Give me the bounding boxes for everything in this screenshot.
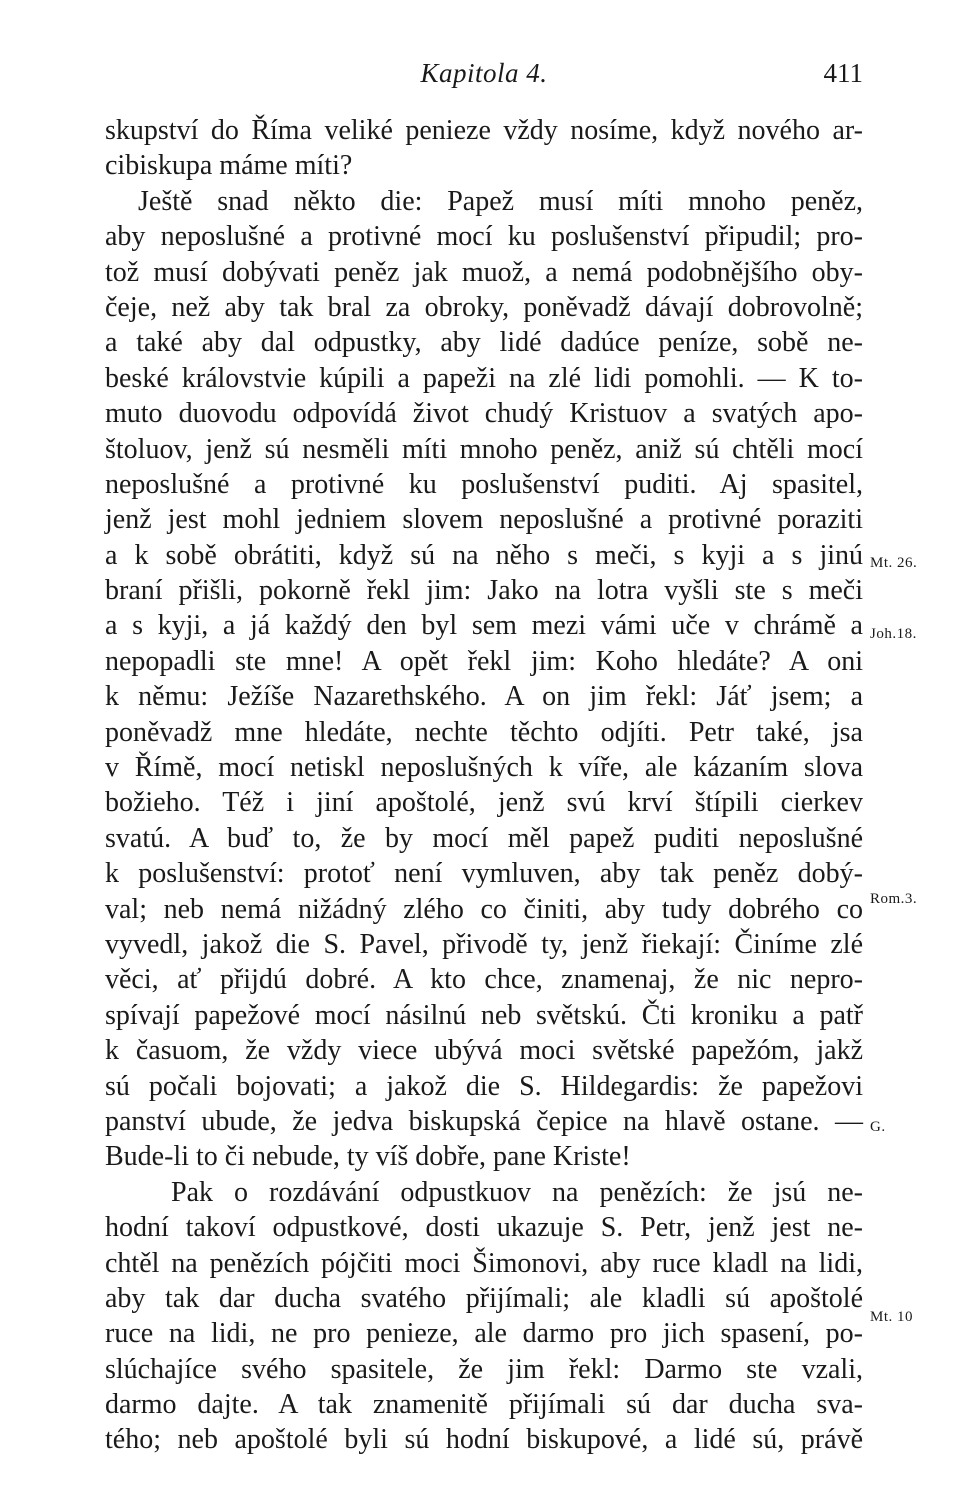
text-line: val; neb nemá nižádný zlého co činiti, aby tudy dobrého co [105, 893, 863, 925]
text-line: jenž jest mohl jedniem slovem neposlušné a protivné poraziti [105, 504, 863, 536]
text-line: sú počali bojovati; a jakož die S. Hildegardis: že papežovi [105, 1070, 863, 1102]
text-line: spívají papežové mocí násilnú neb světskú. Čti kroniku a patř [105, 999, 863, 1031]
text-line: panství ubude, že jedva biskupská čepice na hlavě ostane. — [105, 1105, 863, 1137]
text-line: hodní takoví odpustkové, dosti ukazuje S. Petr, jenž jest ne- [105, 1212, 863, 1244]
text-line: slúchajíce svého spasitele, že jim řekl: Darmo ste vzali, [105, 1353, 863, 1385]
text-line: cibiskupa máme míti? [105, 150, 353, 182]
running-title: Kapitola 4. [420, 58, 548, 88]
text-line: chtěl na penězích pójčiti moci Šimonovi, aby ruce kladl na lidi, [105, 1247, 863, 1279]
page-number: 411 [823, 58, 863, 88]
text-line: tož musí dobývati peněz jak muož, a nemá podobnějšího oby- [105, 256, 863, 288]
text-line: poněvadž mne hledáte, nechte těchto odjíti. Petr také, jsa [105, 716, 863, 748]
text-line: věci, ať přijdú dobré. A kto chce, znamenaj, že nic nepro- [105, 964, 863, 996]
margin-reference: Joh.18. [870, 626, 917, 642]
text-line: Ještě snad někto die: Papež musí míti mnoho peněz, [138, 185, 863, 217]
text-line: k poslušenství: protoť není vymluven, aby tak peněz dobý- [105, 858, 863, 890]
text-line: a k sobě obrátiti, když sú na něho s meči, s kyji a s jinú [105, 539, 863, 571]
text-line: vyvedl, jakož die S. Pavel, přivodě ty, jenž řiekají: Činíme zlé [105, 928, 863, 960]
text-line: k němu: Ježíše Nazarethského. A on jim řekl: Jáť jsem; a [105, 681, 863, 713]
text-line: svatú. A buď to, že by mocí měl papež puditi neposlušné [105, 822, 863, 854]
text-line: nepopadli ste mne! A opět řekl jim: Koho hledáte? A oni [105, 645, 863, 677]
body-text [105, 113, 863, 1458]
text-line: darmo dajte. A tak znamenitě přijímali sú dar ducha sva- [105, 1389, 863, 1421]
text-line: k časuom, že vždy viece ubývá moci světské papežóm, jakž [105, 1035, 863, 1067]
margin-reference: G. [870, 1119, 886, 1135]
text-line: beské královstvie kúpili a papeži na zlé lidi pomohli. — K to- [105, 362, 863, 394]
text-line: Bude-li to či nebude, ty víš dobře, pane Kriste! [105, 1141, 631, 1173]
text-line: čeje, než aby tak bral za obroky, poněvadž dávají dobrovolně; [105, 291, 863, 323]
margin-reference: Mt. 26. [870, 555, 918, 571]
text-line: a s kyji, a já každý den byl sem mezi vámi uče v chrámě a [105, 610, 863, 642]
text-line: tého; neb apoštolé byli sú hodní biskupové, a lidé sú, právě [105, 1424, 863, 1456]
text-line: neposlušné a protivné ku poslušenství puditi. Aj spasitel, [105, 468, 863, 500]
text-line: muto duovodu odpovídá život chudý Kristuov a svatých apo- [105, 398, 863, 430]
text-line: v Římě, mocí netiskl neposlušných k víře, ale kázaním slova [105, 752, 863, 784]
text-line: a také aby dal odpustky, aby lidé dadúce peníze, sobě ne- [105, 327, 863, 359]
page-header [105, 58, 863, 98]
text-line: štoluov, jenž sú nesměli míti mnoho peněz, aniž sú chtěli mocí [105, 433, 863, 465]
text-line: braní přišli, pokorně řekl jim: Jako na lotra vyšli ste s meči [105, 575, 863, 607]
text-line: aby neposlušné a protivné mocí ku poslušenství připudil; pro- [105, 221, 863, 253]
margin-reference: Mt. 10 [870, 1309, 914, 1325]
text-line: skupství do Říma veliké penieze vždy nosíme, když nového ar- [105, 115, 863, 146]
text-line: Pak o rozdávání odpustkuov na penězích: že jsú ne- [171, 1176, 863, 1208]
text-line: ruce na lidi, ne pro penieze, ale darmo pro jich spasení, po- [105, 1318, 863, 1350]
text-line: aby tak dar ducha svatého přijímali; ale kladli sú apoštolé [105, 1282, 863, 1314]
margin-reference: Rom.3. [870, 891, 918, 907]
text-line: božieho. Též i jiní apoštolé, jenž svú krví štípili cierkev [105, 787, 863, 819]
